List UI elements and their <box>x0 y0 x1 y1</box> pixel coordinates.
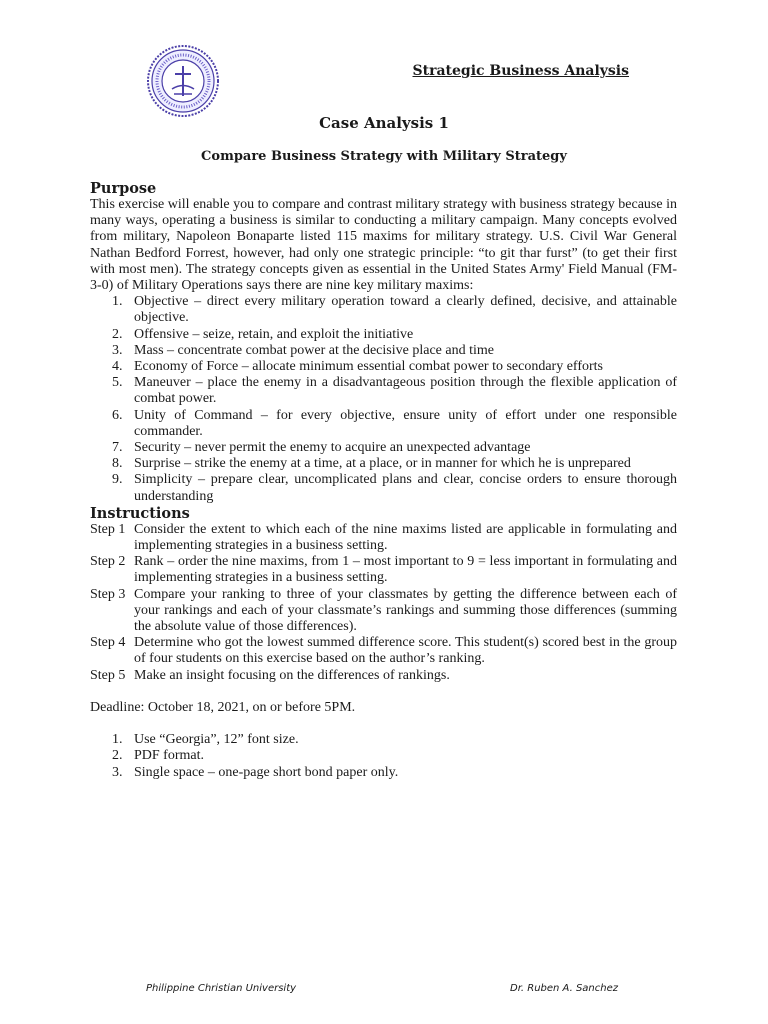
step-item: Step 1 Consider the extent to which each of the nine maxims listed are applicable in formulating and implementing strategies in a business setting. <box>90 521 677 554</box>
case-title: Case Analysis 1 <box>319 114 449 132</box>
step-item: Step 2 Rank – order the nine maxims, from 1 – most important to 9 = less important in formulating and implementing strategies in a business setting. <box>90 554 677 586</box>
footer-university: Philippine Christian University <box>146 983 297 994</box>
list-item: 4. Economy of Force – allocate minimum essential combat power to secondary efforts <box>112 359 603 375</box>
list-item: 3. Single space – one-page short bond paper only. <box>112 764 399 780</box>
requirements-list <box>90 732 677 781</box>
maxims-list <box>90 294 677 505</box>
document-subtitle: Compare Business Strategy with Military Strategy <box>201 149 567 164</box>
course-title: Strategic Business Analysis <box>412 63 629 79</box>
footer-author: Dr. Ruben A. Sanchez <box>510 983 618 994</box>
university-seal-icon <box>146 44 220 118</box>
list-item: 6. Unity of Command – for every objective, ensure unity of effort under one responsible commander. <box>112 407 677 439</box>
step-item: Step 4 Determine who got the lowest summed difference score. This student(s) scored best in the group of four students on this exercise based on the author’s ranking. <box>90 635 677 667</box>
instructions-steps <box>90 522 677 684</box>
purpose-heading: Purpose <box>90 180 157 197</box>
list-item: 2. Offensive – seize, retain, and exploit the initiative <box>112 326 414 342</box>
purpose-paragraph: This exercise will enable you to compare and contrast military strategy with business strategy because in many ways, operating a business is similar to conducting a military campaign. Many concepts evolved from military, Napoleon Bonaparte listed 115 maxims for military strategy. U.S. Civil War General Nathan Bedford Forrest, however, had only one strategic principle: “to git thar furst” (to get their first with most men). The strategy concepts given as essential in the United States Army' Field Manual (FM-3-0) of Military Operations says there are nine key military maxims: <box>90 197 677 294</box>
list-item: 8. Surprise – strike the enemy at a time, at a place, or in manner for which he is unprepared <box>112 456 631 472</box>
list-item: 2. PDF format. <box>112 748 204 764</box>
deadline-text: Deadline: October 18, 2021, on or before 5PM. <box>90 699 356 715</box>
step-item: Step 5 Make an insight focusing on the differences of rankings. <box>90 667 450 683</box>
document-body <box>90 180 677 781</box>
list-item: 5. Maneuver – place the enemy in a disadvantageous position through the flexible application of combat power. <box>112 375 677 407</box>
step-item: Step 3 Compare your ranking to three of your classmates by getting the difference between each of your rankings and each of your classmate’s rankings and summing those differences (summing the absolute value of those differences). <box>90 586 677 635</box>
list-item: 1. Use “Georgia”, 12” font size. <box>112 732 299 748</box>
instructions-heading: Instructions <box>90 504 190 522</box>
list-item: 7. Security – never permit the enemy to acquire an unexpected advantage <box>112 440 531 456</box>
list-item: 3. Mass – concentrate combat power at the decisive place and time <box>112 342 494 358</box>
list-item: 1. Objective – direct every military operation toward a clearly defined, decisive, and attainable objective. <box>112 294 677 326</box>
list-item: 9. Simplicity – prepare clear, uncomplicated plans and clear, concise orders to ensure thorough understanding <box>112 472 677 504</box>
